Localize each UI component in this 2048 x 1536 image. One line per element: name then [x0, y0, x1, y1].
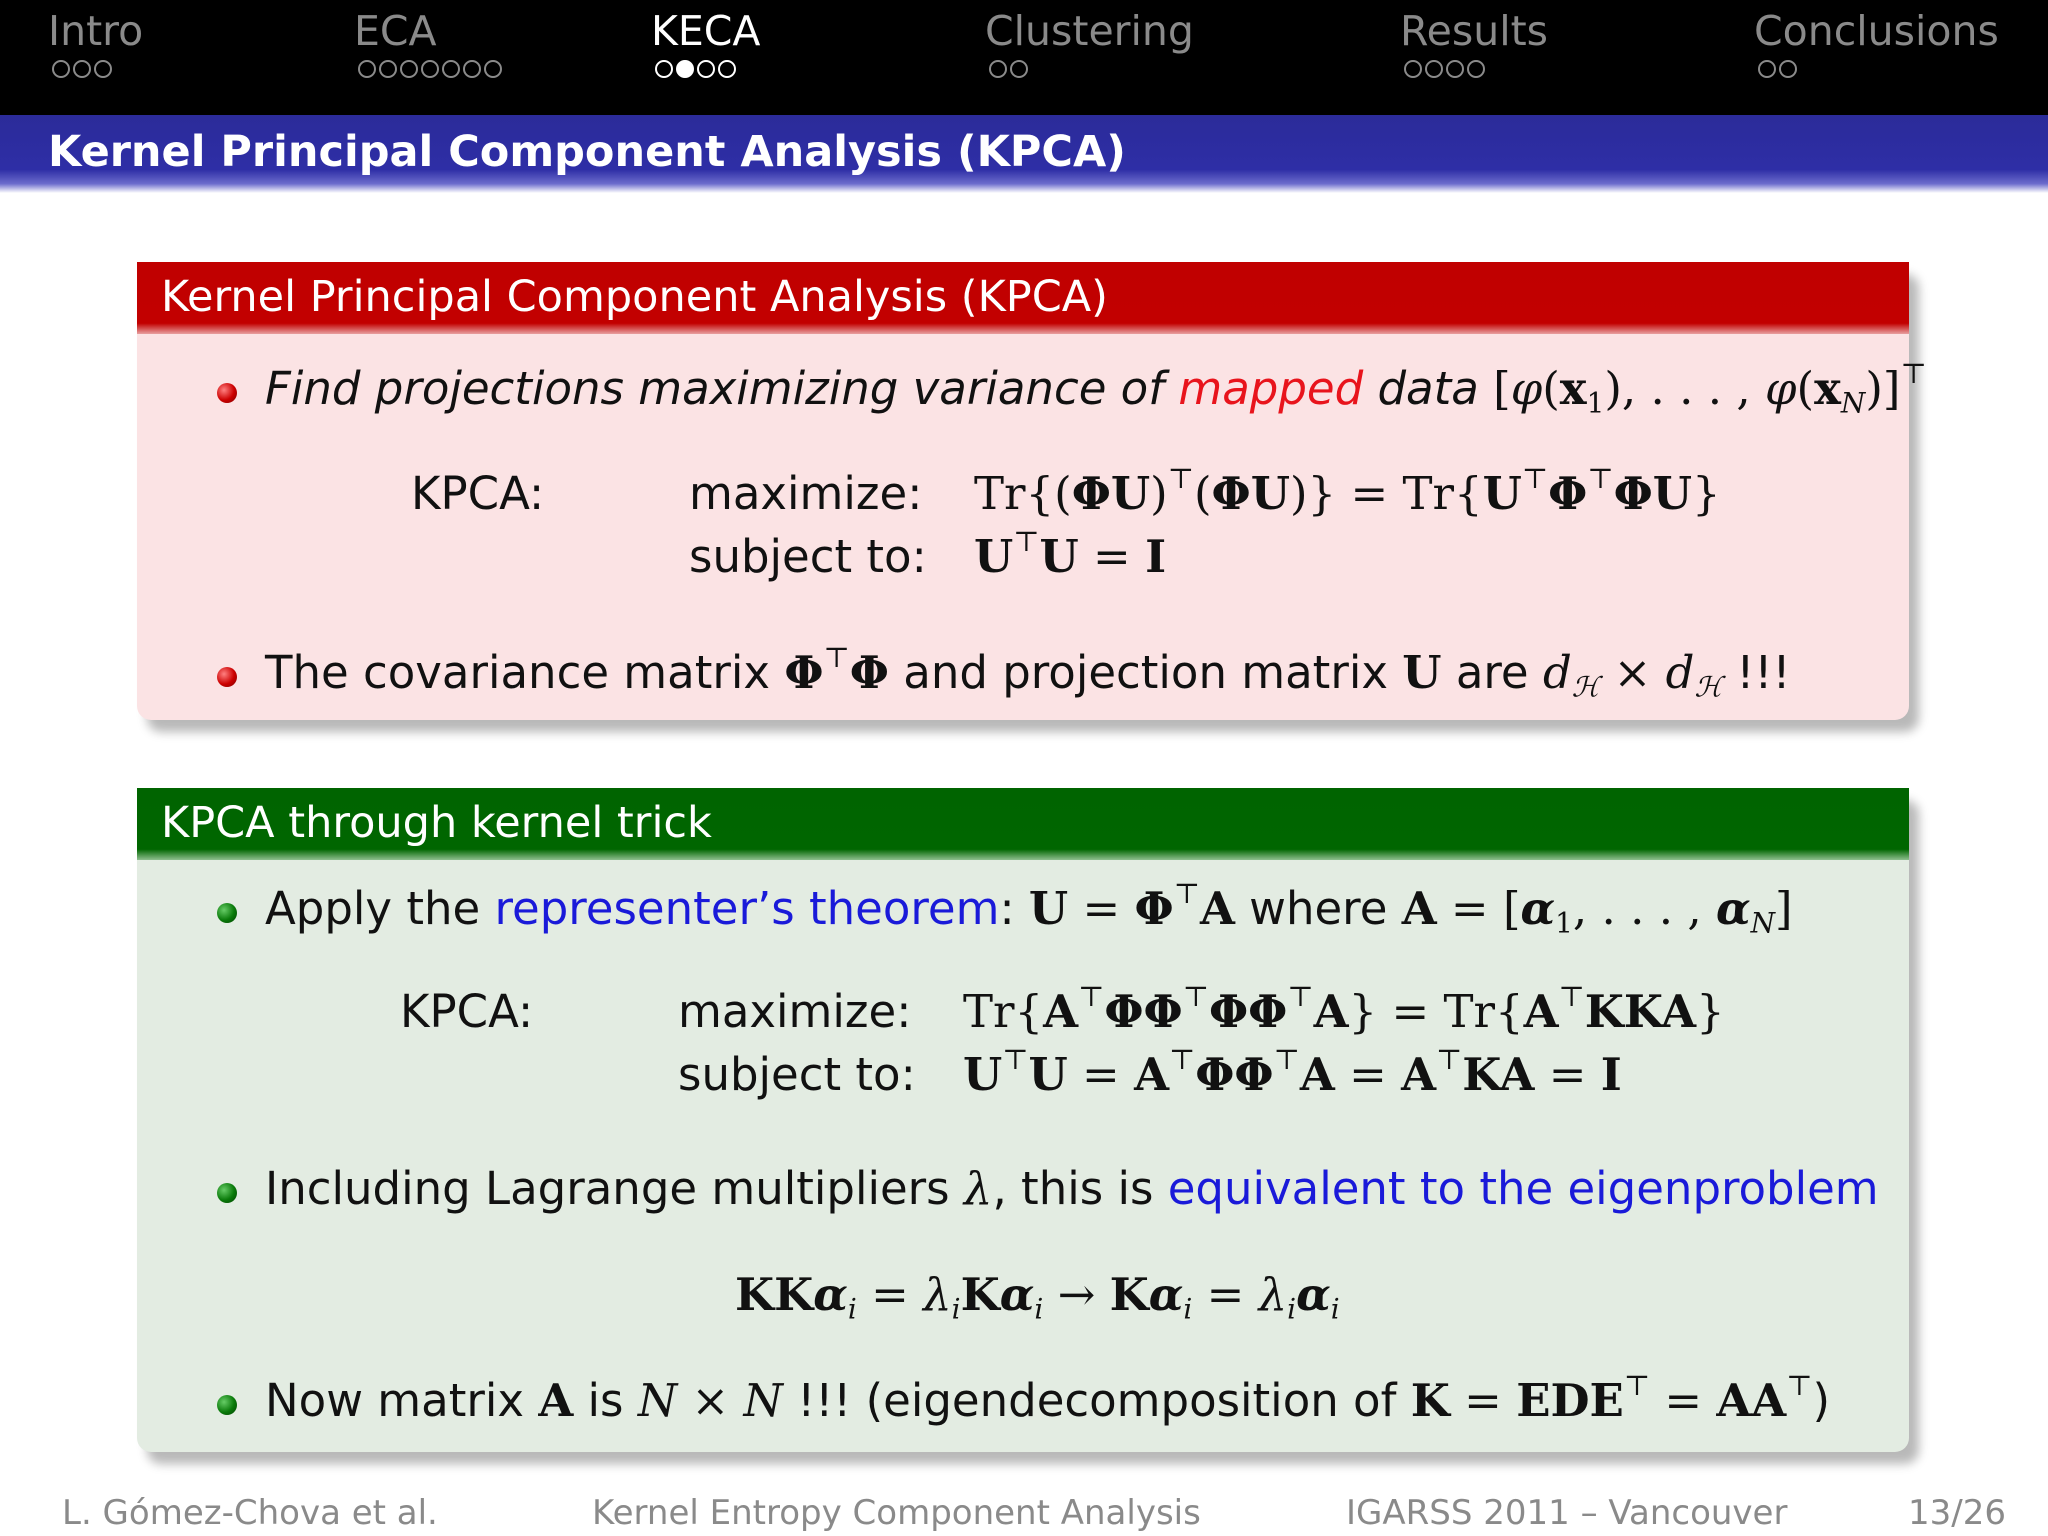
- objective-label: maximize:: [678, 985, 912, 1038]
- frame-title: Kernel Principal Component Analysis (KPCA): [48, 127, 1126, 177]
- bullet-text: [265, 1162, 1879, 1215]
- slide-dot[interactable]: [358, 60, 376, 78]
- nav-section-label[interactable]: Clustering: [985, 7, 1194, 55]
- text-segment: , this is: [992, 1162, 1168, 1215]
- math-n-by-n: N × N: [637, 1374, 783, 1427]
- text-segment: ): [1812, 1374, 1831, 1427]
- text-segment: !!!: [1736, 646, 1791, 699]
- block-title: Kernel Principal Component Analysis (KPCA): [137, 262, 1909, 334]
- slide-dot[interactable]: [989, 60, 1007, 78]
- eigenproblem-equation: $KK\alpha_i = \lambda_iK\alpha_i \to K\alpha_i = \lambda_i\alpha_i$: [735, 1268, 1340, 1326]
- math-alpha-matrix: $A = [\alpha_1$, . . . , $\alpha_N$]: [1401, 882, 1793, 940]
- text-segment: is: [587, 1374, 624, 1427]
- text-segment: Apply the: [265, 882, 495, 935]
- slide-dot[interactable]: [484, 60, 502, 78]
- math-projection: U: [1402, 646, 1442, 699]
- slide-dot[interactable]: [1010, 60, 1028, 78]
- nav-section-label[interactable]: Conclusions: [1754, 7, 1999, 55]
- nav-slide-dots: [1758, 60, 1999, 84]
- objective-label: maximize:: [689, 467, 923, 520]
- text-segment: !!! (eigendecomposition of: [797, 1374, 1397, 1427]
- nav-section-clustering[interactable]: [985, 6, 1194, 84]
- footer-conference: IGARSS 2011 – Vancouver: [1346, 1493, 1788, 1533]
- nav-section-label[interactable]: Results: [1400, 7, 1549, 55]
- nav-section-label[interactable]: KECA: [651, 7, 761, 55]
- objective-math: Tr{(ΦU)⊤(ΦU)} = Tr{U⊤Φ⊤ΦU}: [974, 462, 1721, 520]
- text-segment: Including Lagrange multipliers: [265, 1162, 950, 1215]
- kpca-alert-block: [137, 262, 1927, 720]
- footer-talk-title: Kernel Entropy Component Analysis: [592, 1493, 1201, 1533]
- text-segment: and projection matrix: [903, 646, 1388, 699]
- text-segment: data: [1363, 362, 1479, 415]
- bullet-text: [265, 641, 1791, 704]
- bullet-icon: [217, 1183, 237, 1203]
- math-representer: U = Φ⊤A: [1028, 877, 1235, 935]
- nav-slide-dots: [52, 60, 143, 84]
- slide-dot[interactable]: [379, 60, 397, 78]
- nav-section-eca[interactable]: [354, 6, 502, 84]
- eq-label: KPCA:: [400, 985, 534, 1038]
- slide-dot[interactable]: [1758, 60, 1776, 78]
- nav-section-label[interactable]: Intro: [48, 7, 144, 55]
- section-navigation: [0, 0, 2048, 115]
- kernel-trick-block: [137, 788, 1909, 1452]
- bullet-text: [265, 1369, 1831, 1427]
- math-eigendecomposition: K = EDE⊤ = AA⊤: [1410, 1369, 1813, 1427]
- text-segment: Find projections maximizing variance of: [265, 362, 1179, 415]
- math-a: A: [538, 1374, 574, 1427]
- slide-dot[interactable]: [400, 60, 418, 78]
- nav-slide-dots: [358, 60, 502, 84]
- nav-section-intro[interactable]: [48, 6, 143, 84]
- text-segment: where: [1249, 882, 1388, 935]
- slide-dot[interactable]: [1404, 60, 1422, 78]
- slide-dot-current[interactable]: [676, 60, 694, 78]
- math-lambda: λ: [963, 1162, 993, 1215]
- constraint-math: U⊤U = A⊤ΦΦ⊤A = A⊤KA = I: [963, 1043, 1622, 1101]
- bullet-text: [265, 877, 1793, 940]
- kpca-kernel-optimization: [137, 980, 1909, 1105]
- footer-page-number: 13/26: [1908, 1493, 2006, 1533]
- nav-section-keca[interactable]: [651, 6, 760, 84]
- bullet-icon: [217, 1395, 237, 1415]
- eq-label: KPCA:: [411, 467, 545, 520]
- slide-dot[interactable]: [73, 60, 91, 78]
- slide-dot[interactable]: [52, 60, 70, 78]
- slide-footer: [0, 1493, 2048, 1533]
- slide-dot[interactable]: [442, 60, 460, 78]
- slide-dot[interactable]: [1446, 60, 1464, 78]
- constraint-math: U⊤U = I: [974, 525, 1167, 583]
- slide-dot[interactable]: [421, 60, 439, 78]
- representer-theorem-link[interactable]: representer’s theorem: [494, 882, 1000, 935]
- math-covariance: Φ⊤Φ: [784, 641, 889, 699]
- slide-dot[interactable]: [1467, 60, 1485, 78]
- bullet-icon: [217, 903, 237, 923]
- slide-dot[interactable]: [1779, 60, 1797, 78]
- slide-dot[interactable]: [697, 60, 715, 78]
- objective-math: Tr{A⊤ΦΦ⊤ΦΦ⊤A} = Tr{A⊤KKA}: [963, 980, 1725, 1038]
- footer-author: L. Gómez-Chova et al.: [62, 1493, 438, 1533]
- nav-section-label[interactable]: ECA: [354, 7, 437, 55]
- text-segment: The covariance matrix: [265, 646, 770, 699]
- nav-slide-dots: [655, 60, 760, 84]
- slide-dot[interactable]: [718, 60, 736, 78]
- nav-section-conclusions[interactable]: [1754, 6, 1999, 84]
- block-title: KPCA through kernel trick: [137, 788, 1909, 860]
- math-mapped-data: [$\varphi(x_1)$, . . . , $\varphi(x_N)]^⊤$: [1493, 357, 1927, 420]
- slide-dot[interactable]: [463, 60, 481, 78]
- nav-slide-dots: [989, 60, 1194, 84]
- constraint-label: subject to:: [689, 530, 927, 583]
- slide-dot[interactable]: [655, 60, 673, 78]
- text-segment: Now matrix: [265, 1374, 524, 1427]
- text-segment: are: [1455, 646, 1529, 699]
- nav-section-results[interactable]: [1400, 6, 1548, 84]
- constraint-label: subject to:: [678, 1048, 916, 1101]
- slide-dot[interactable]: [1425, 60, 1443, 78]
- highlight-text: mapped: [1178, 362, 1364, 415]
- text-segment: :: [999, 882, 1015, 935]
- bullet-icon: [217, 667, 237, 687]
- math-dimension: $d_ℋ \times d_ℋ$: [1542, 646, 1723, 704]
- bullet-icon: [217, 383, 237, 403]
- bullet-text: [265, 357, 1927, 420]
- slide-dot[interactable]: [94, 60, 112, 78]
- eigenproblem-link[interactable]: equivalent to the eigenproblem: [1167, 1162, 1879, 1215]
- frame-title-bar: [0, 115, 2048, 193]
- nav-slide-dots: [1404, 60, 1548, 84]
- kpca-optimization: [137, 462, 1909, 587]
